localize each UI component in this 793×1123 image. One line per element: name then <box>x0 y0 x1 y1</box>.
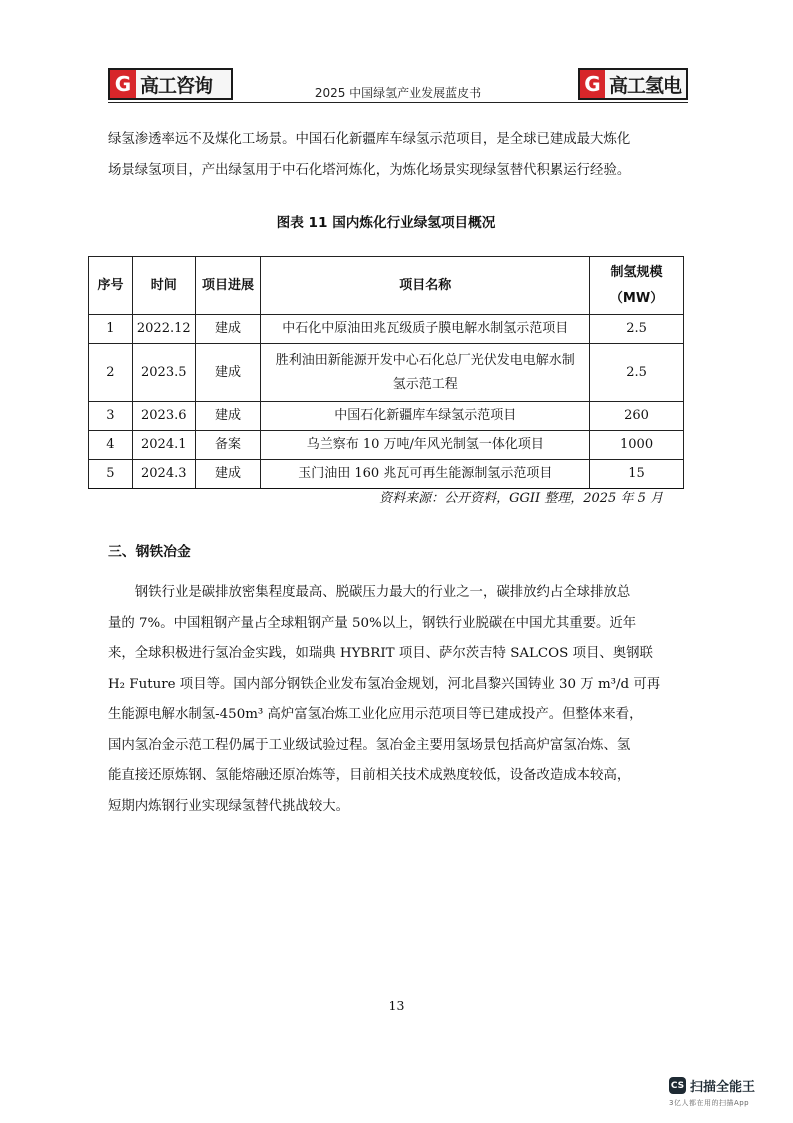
cell-no: 3 <box>89 402 133 431</box>
cell-scale: 2.5 <box>590 315 684 344</box>
steel-paragraph <box>108 578 664 822</box>
cell-scale: 1000 <box>590 431 684 460</box>
cell-status: 建成 <box>195 315 261 344</box>
section-heading: 三、钢铁冶金 <box>108 544 191 560</box>
page-header <box>108 68 688 104</box>
table-source-note: 资料来源：公开资料，GGII 整理，2025 年 5 月 <box>379 491 663 506</box>
cell-status: 备案 <box>195 431 261 460</box>
cell-status: 建成 <box>195 344 261 402</box>
cell-no: 5 <box>89 460 133 489</box>
cell-time: 2023.6 <box>132 402 195 431</box>
g-logo-icon: G <box>110 70 136 98</box>
cell-scale: 15 <box>590 460 684 489</box>
watermark-brand: 扫描全能王 <box>690 1080 756 1095</box>
gaogong-hydrogen-logo <box>578 68 688 100</box>
text-line: 能直接还原炼钢、氢能熔融还原冶炼等，目前相关技术成熟度较低，设备改造成本较高， <box>108 768 631 783</box>
cell-name: 乌兰察布 10 万吨/年风光制氢一体化项目 <box>261 431 590 460</box>
table-row <box>89 460 684 489</box>
cell-no: 2 <box>89 344 133 402</box>
text-line: 来，全球积极进行氢冶金实践，如瑞典 HYBRIT 项目、萨尔茨吉特 SALCOS 项目、奥钢联 <box>108 646 653 661</box>
cell-name: 玉门油田 160 兆瓦可再生能源制氢示范项目 <box>261 460 590 489</box>
cell-time: 2023.5 <box>132 344 195 402</box>
table-row <box>89 431 684 460</box>
logo-wordmark: 高工氢电 <box>608 74 681 97</box>
header-scale-line: 制氢规模 <box>610 264 663 280</box>
cell-name: 中国石化新疆库车绿氢示范项目 <box>261 402 590 431</box>
cell-time: 2022.12 <box>132 315 195 344</box>
header-status: 项目进展 <box>195 257 261 315</box>
text-line: 钢铁行业是碳排放密集程度最高、脱碳压力最大的行业之一，碳排放约占全球排放总 <box>134 585 631 600</box>
cell-status: 建成 <box>195 460 261 489</box>
text-line: 绿氢渗透率远不及煤化工场景。中国石化新疆库车绿氢示范项目，是全球已建成最大炼化 <box>108 132 631 147</box>
header-name: 项目名称 <box>261 257 590 315</box>
text-line: 场景绿氢项目，产出绿氢用于中石化塔河炼化，为炼化场景实现绿氢替代积累运行经验。 <box>108 162 631 178</box>
cell-name: 胜利油田新能源开发中心石化总厂光伏发电电解水制氢示范工程 <box>261 344 590 402</box>
text-line: 量的 7%。中国粗钢产量占全球粗钢产量 50%以上，钢铁行业脱碳在中国尤其重要。近年 <box>108 615 637 631</box>
scanner-watermark <box>669 1076 779 1108</box>
cell-no: 4 <box>89 431 133 460</box>
cell-scale: 2.5 <box>590 344 684 402</box>
text-line: 国内氢冶金示范工程仍属于工业级试验过程。氢冶金主要用氢场景包括高炉富氢冶炼、氢 <box>108 737 631 753</box>
text-line: 短期内炼钢行业实现绿氢替代挑战较大。 <box>108 798 350 814</box>
report-title: 2025 中国绿氢产业发展蓝皮书 <box>314 86 482 100</box>
text-line: H₂ Future 项目等。国内部分钢铁企业发布氢冶金规划，河北昌黎兴国铸业 30 万 m³/d 可再 <box>108 676 661 692</box>
table-row <box>89 402 684 431</box>
cell-status: 建成 <box>195 402 261 431</box>
cell-no: 1 <box>89 315 133 344</box>
text-line: 生能源电解水制氢-450m³ 高炉富氢冶炼工业化应用示范项目等已建成投产。但整体来看， <box>108 707 643 722</box>
camscanner-icon: CS <box>669 1077 686 1094</box>
table-header-row <box>89 257 684 315</box>
header-scale-unit: （MW） <box>609 290 664 306</box>
logo-wordmark: 高工咨询 <box>140 74 213 97</box>
table-row <box>89 344 684 402</box>
table-caption: 图表 11 国内炼化行业绿氢项目概况 <box>276 215 496 231</box>
intro-paragraph <box>108 125 664 186</box>
cell-time: 2024.3 <box>132 460 195 489</box>
g-logo-icon: G <box>580 70 605 98</box>
watermark-slogan: 3亿人都在用的扫描App <box>669 1099 750 1107</box>
header-divider <box>108 102 688 103</box>
cell-time: 2024.1 <box>132 431 195 460</box>
projects-table <box>88 256 684 489</box>
cell-scale: 260 <box>590 402 684 431</box>
page-number: 13 <box>388 998 405 1013</box>
cell-name: 中石化中原油田兆瓦级质子膜电解水制氢示范项目 <box>261 315 590 344</box>
header-no: 序号 <box>89 257 133 315</box>
header-time: 时间 <box>132 257 195 315</box>
header-scale <box>590 257 684 315</box>
table-row <box>89 315 684 344</box>
